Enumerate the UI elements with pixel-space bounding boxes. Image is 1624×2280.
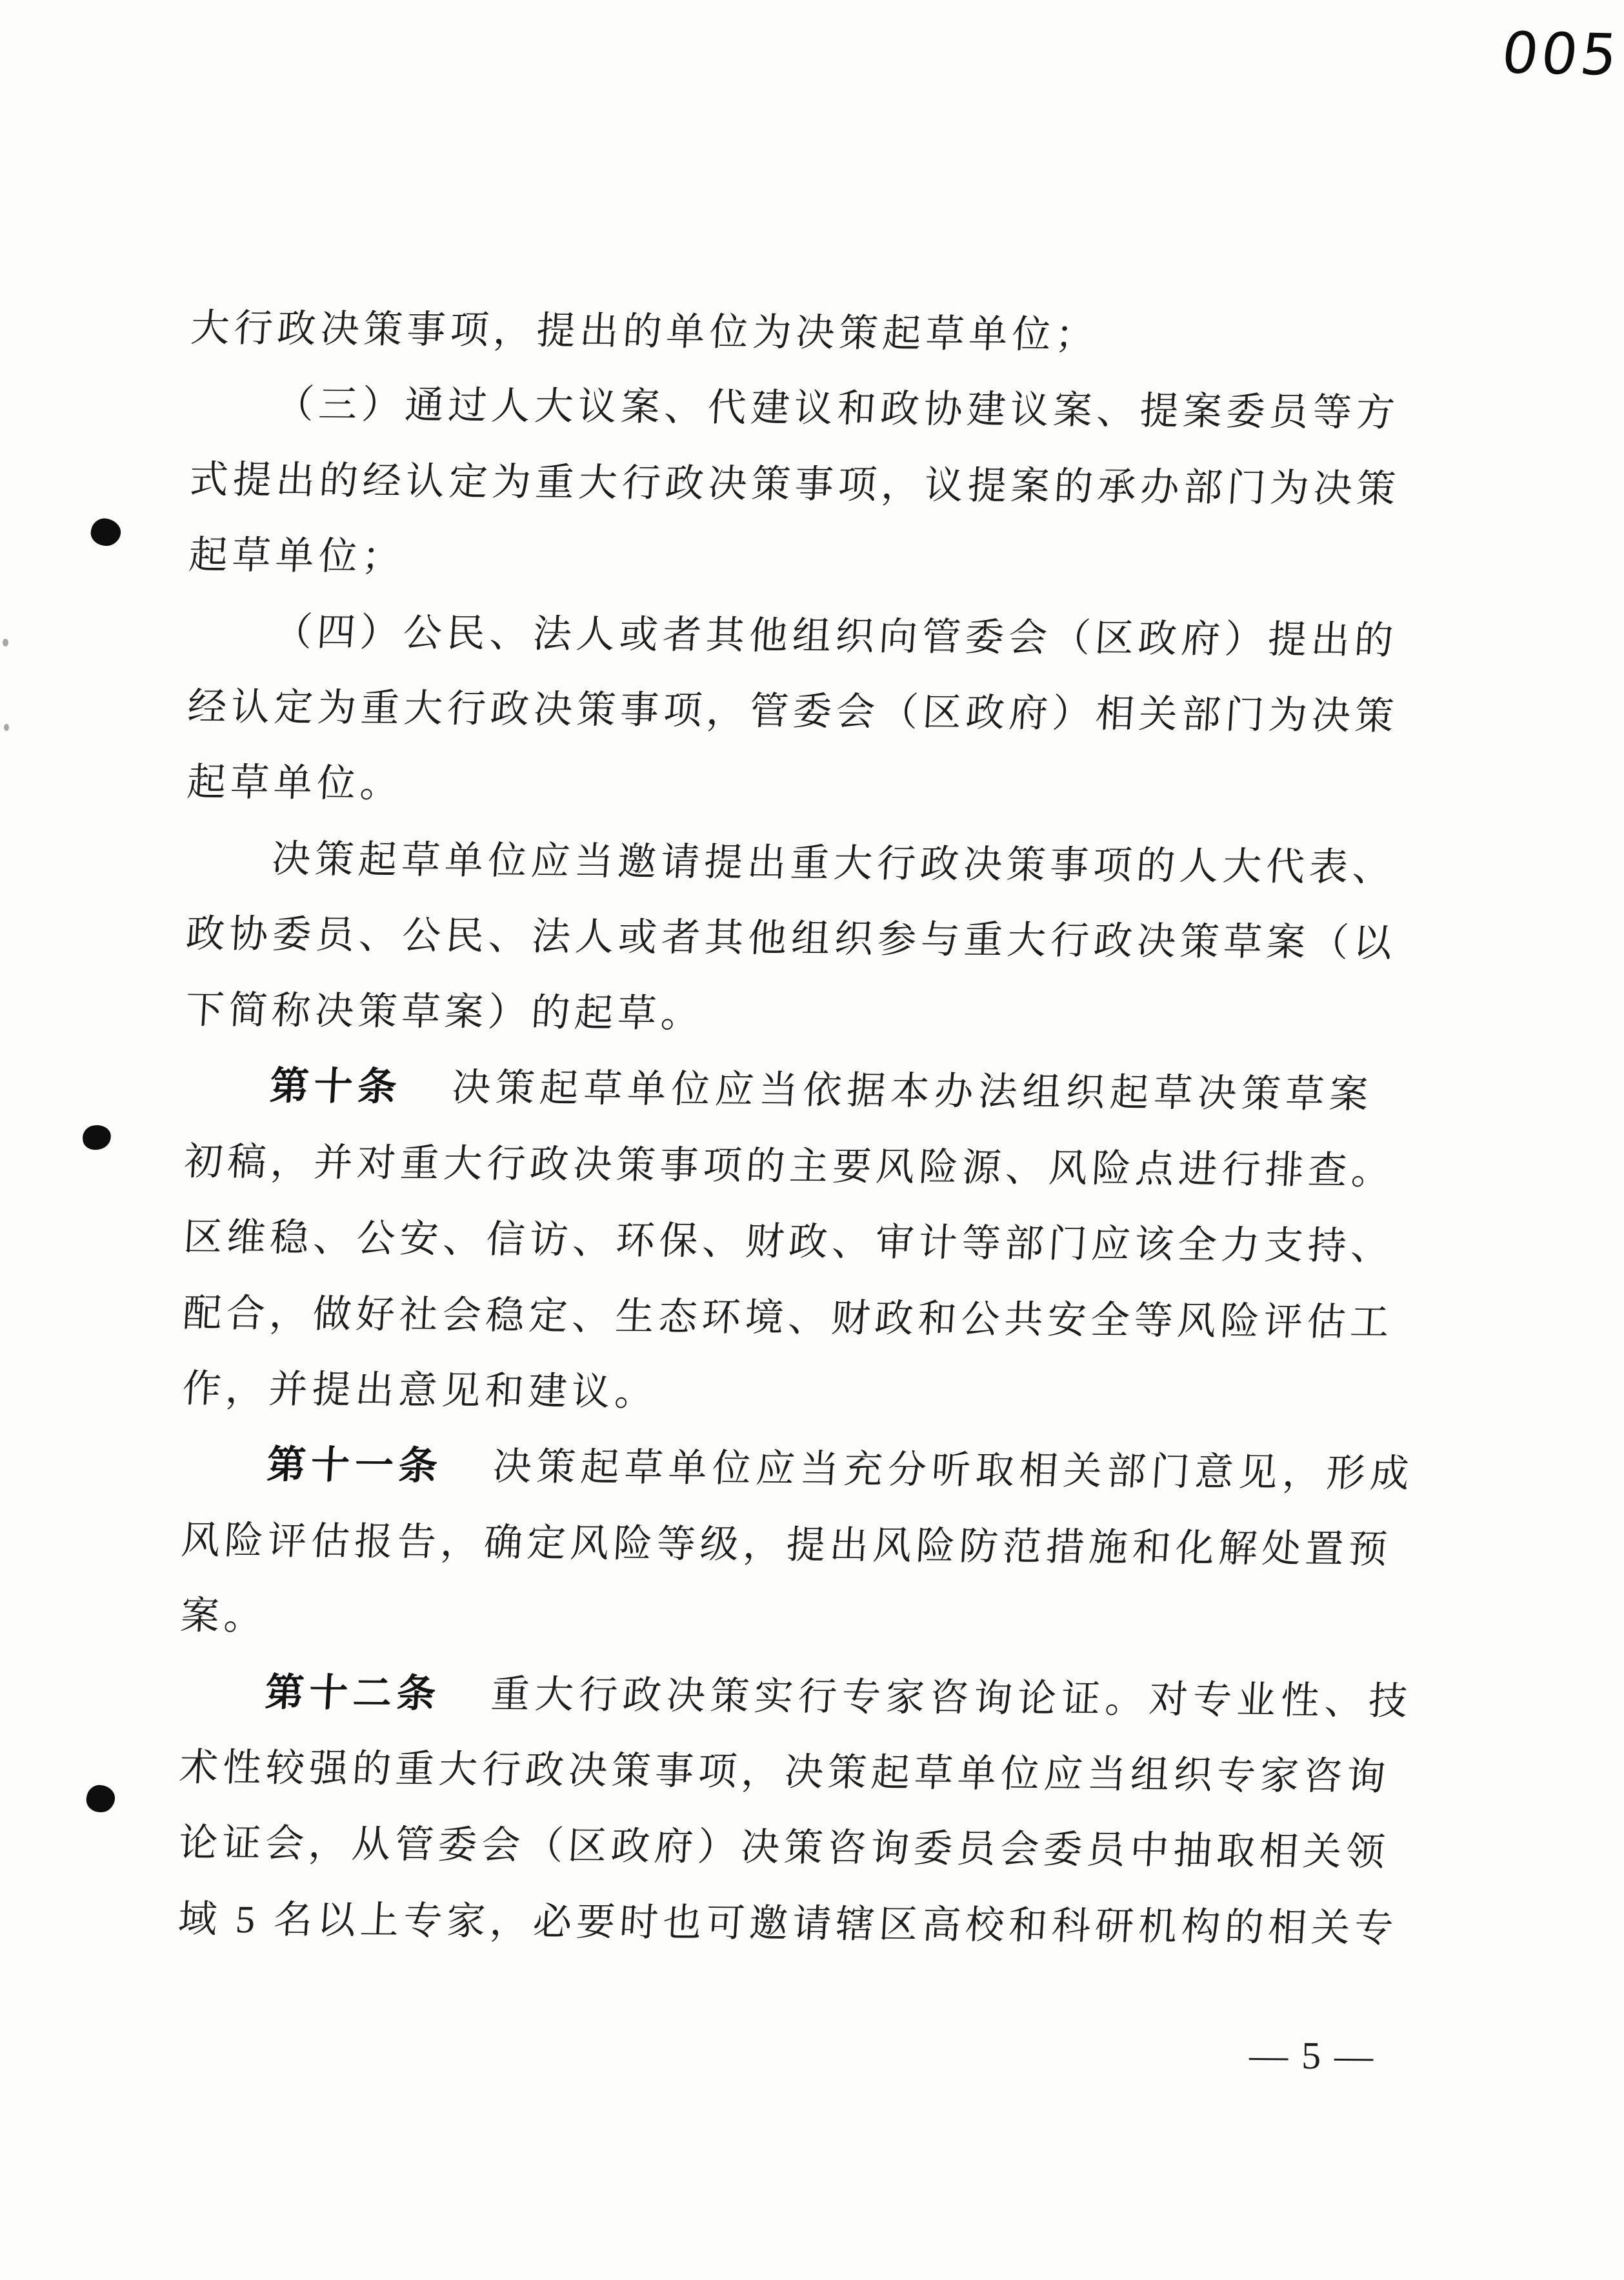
text-line: 配合，做好社会稳定、生态环境、财政和公共安全等风险评估工 [181, 1292, 1395, 1345]
article-text: 决策起草单位应当充分听取相关部门意见，形成 [491, 1445, 1416, 1495]
article-heading: 第十一条 [265, 1443, 444, 1488]
article-text: 决策起草单位应当依据本办法组织起草决策草案 [450, 1066, 1375, 1116]
text-line: 术性较强的重大行政决策事项，决策起草单位应当组织专家咨询 [178, 1746, 1392, 1799]
text-line [181, 1445, 1501, 1494]
text-line: 起草单位。 [186, 761, 405, 806]
text-line: 政协委员、公民、法人或者其他组织参与重大行政决策草案（以 [185, 912, 1398, 965]
text-line [179, 1672, 1499, 1721]
text-line: 作，并提出意见和建议。 [181, 1367, 659, 1414]
text-line: 区维稳、公安、信访、环保、财政、审计等部门应该全力支持、 [182, 1215, 1396, 1268]
text-line [184, 1066, 1504, 1115]
article-heading: 第十二条 [264, 1671, 443, 1715]
text-line: 下简称决策草案）的起草。 [184, 988, 706, 1035]
text-line: 论证会，从管委会（区政府）决策咨询委员会委员中抽取相关领 [177, 1821, 1391, 1874]
text-line: 决策起草单位应当邀请提出重大行政决策事项的人大代表、 [270, 837, 1398, 890]
text-line: 经认定为重大行政决策事项，管委会（区政府）相关部门为决策 [186, 685, 1399, 738]
text-line: 起草单位； [187, 534, 406, 579]
text-line: 风险评估报告，确定风险等级，提出风险防范措施和化解处置预 [179, 1519, 1393, 1572]
text-line: 初稿，并对重大行政决策事项的主要风险源、风险点进行排查。 [183, 1140, 1396, 1193]
text-line: 大行政决策事项，提出的单位为决策起草单位； [189, 306, 1100, 357]
text-line: （四）公民、法人或者其他组织向管委会（区政府）提出的 [272, 610, 1399, 663]
text-line: 案。 [179, 1594, 268, 1638]
text-line: 式提出的经认定为重大行政决策事项，议提案的承办部门为决策 [188, 458, 1401, 511]
article-text: 重大行政决策实行专家咨询论证。对专业性、技 [490, 1673, 1414, 1723]
footer-page-number: — 5 — [1248, 2034, 1376, 2077]
text-line: 域 5 名以上专家，必要时也可邀请辖区高校和科研机构的相关专 [177, 1897, 1399, 1950]
article-heading: 第十条 [268, 1065, 403, 1108]
text-line: （三）通过人大议案、代建议和政协建议案、提案委员等方 [274, 383, 1401, 435]
handwritten-page-stamp: 005 [1498, 19, 1624, 88]
